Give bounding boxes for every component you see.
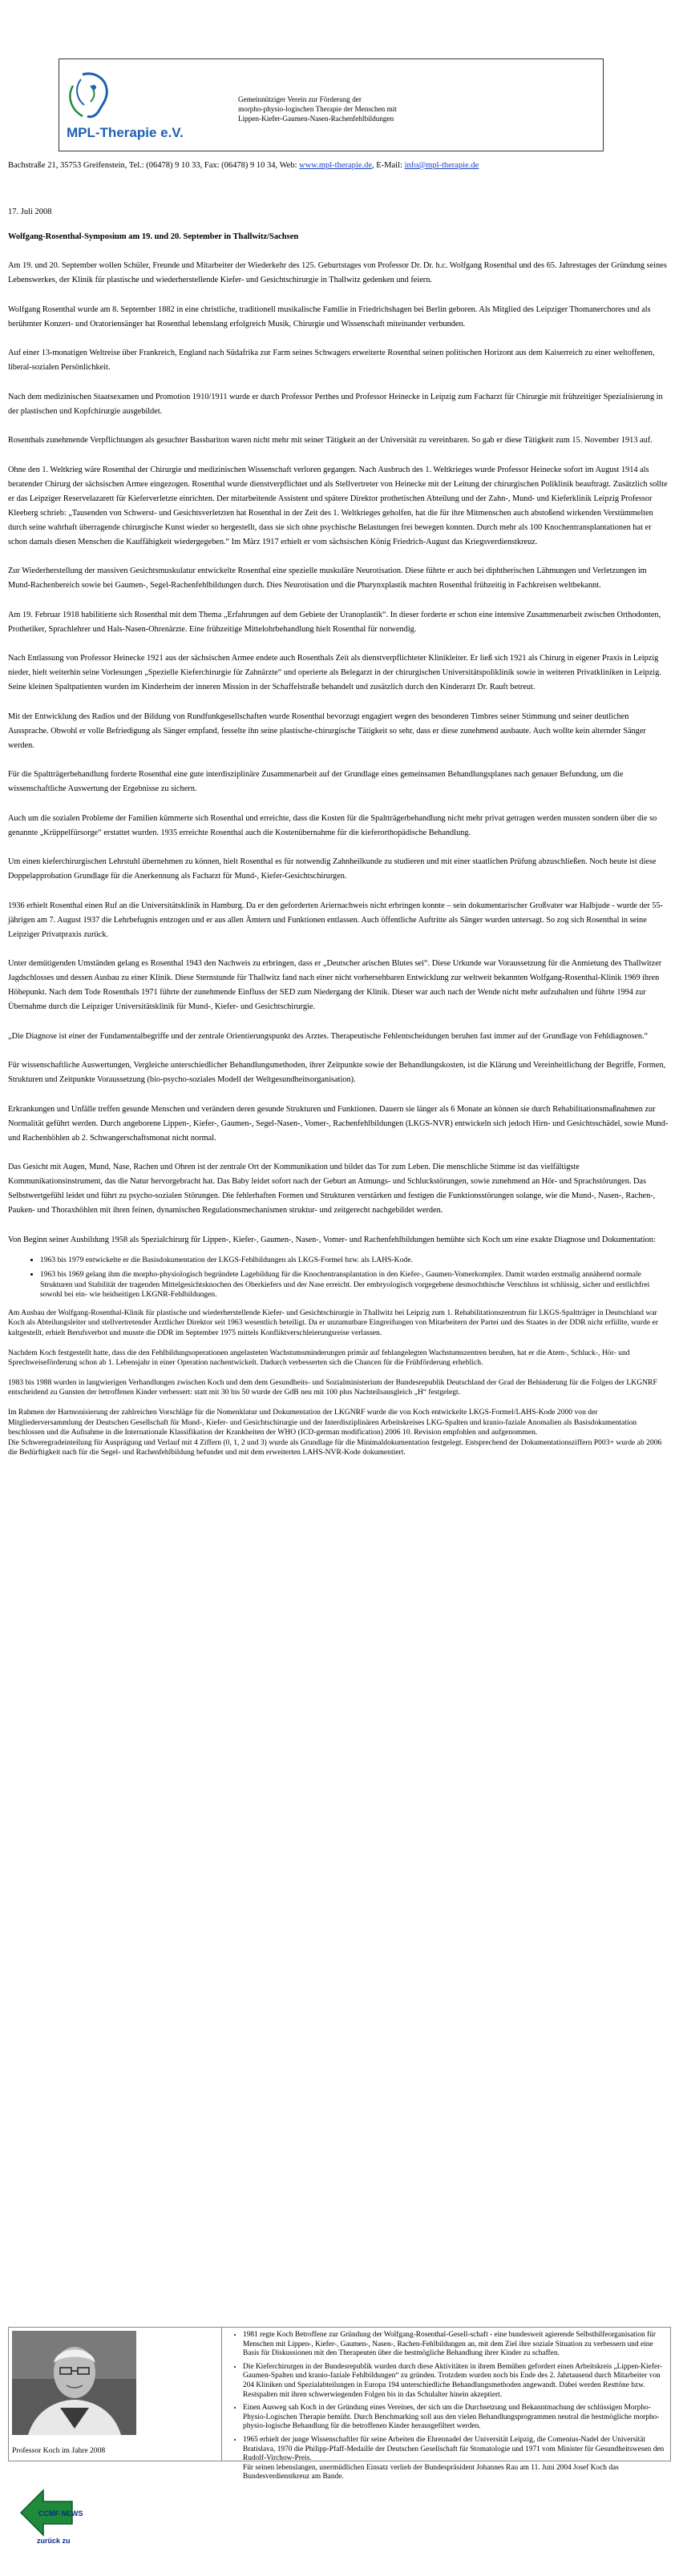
paragraph: Nach Entlassung von Professor Heinecke 1921 aus der sächsischen Armee endete auch Rosenthals Zeit als dienstverpflichteter Klinikleiter. Er ließ sich 1921 als Chirurg in eigener Praxis in Leipzig nieder, hielt weiterhin seine Vorlesungen „Spezielle Kieferchirurgie für Zahnärzte“ und operierte als Belegarzt in der chirurgischen Universitätspoliklinik sowie in weiteren Privatkliniken in Leipzig. Seine kleinen Spaltpatienten wurden im Kinderheim der inneren Mission in der Schaffelstraße behandelt und zusätzlich durch den Kinderarzt Dr. Rauft betreut. (8, 654, 661, 691)
org-line: Gemeinnütziger Verein zur Förderung der (238, 95, 362, 103)
logo (67, 70, 215, 143)
list-item: • 1963 bis 1969 gelang ihm die morpho-physiologisch begründete Lagebildung für die Knochentransplantation in den Kiefer-, Gaumen-Vomerkomplex. Damit wurden erstmalig annähernd normale Strukturen und Stabilität der tragenden Mittelgesichtsknochen des Oberkiefers und der Nase erreicht. Der embryologisch vorgegebene desmochthische Verschluss ist schlüssig, sicher und erstlichfrei sowohl bei ein- wie beidseitigen LKGNR-Fehlbildungen. (40, 1270, 671, 1300)
paragraph: Wolfgang Rosenthal wurde am 8. September 1882 in eine christliche, traditionell musikalische Familie in Friedrichshagen bei Berlin geboren. Als Mitglied des Leipziger Thomanerchores und als berühmter Konzert- und Oratoriensänger hat Rosenthal lebenslang erfolgreich Musik, Chirurgie und Wissenschaft miteinander verbunden. (8, 304, 651, 329)
paragraph: 1936 erhielt Rosenthal einen Ruf an die Universitätsklinik in Hamburg. Da er den geforderten Ariernachweis nicht erbringen konnte – sein dokumentarischer Großvater war Halbjude - wurde der 55-jährigen am 7. August 1937 die Lehrbefugnis entzogen und er aus allen Ämtern und Funktionen entlassen. Auch öffentliche Auftritte als Sänger wurden untersagt. So zog sich Rosenthal in seine Leipziger Privatpraxis zurück. (8, 901, 664, 939)
indented-paragraph: Die Schweregradeinteilung für Ausprägung und Verlauf mit 4 Ziffern (0, 1, 2 und 3) wurde als Grundlage für die Minimaldokumentation festgelegt. Entsprechend der Dokumentationsziffern P003+ wurde ab 2006 die Bedürftigkeit nach für die Segel- und Rachenfehlbildung befundet und mit dem erweiterten LAHS-NVR-Kode dokumentiert. (8, 1437, 662, 1457)
paragraph: Um einen kieferchirurgischen Lehrstuhl übernehmen zu können, hielt Rosenthal es für notwendig Zahnheilkunde zu studieren und mit einer staatlichen Prüfung abzuschließen. Noch heute ist diese Doppelapprobation Grundlage für die Anerkennung als Facharzt für Mund-, Kiefer-Gesichtschirurgen. (8, 857, 657, 881)
document-date: 17. Juli 2008 (8, 208, 52, 216)
logo-profile-icon (70, 74, 107, 117)
org-line: morpho-physio-logischen Therapie der Menschen mit (238, 105, 397, 113)
achievements-list (8, 1256, 671, 1300)
portrait-photo (12, 2331, 136, 2435)
indented-paragraph: Im Rahmen der Harmonisierung der zahlreichen Vorschläge für die Nomenklatur und Dokumentation der LKGNRF wurde die von Koch entwickelte LKGS-Formel/LAHS-Kode 2000 von der Mitgliederversammlung der Deutschen Gesellschaft für Mund-, Kiefer- und Gesichtschirurgie und der Interdisziplinären Arbeitskreises LKG-Spalten und kranio-faziale Anomalien als Basisdokumentation beschlossen und die Aufnahme in die Internationale Klassifikation der Krankheiten der WHO (ICD-german modification) 2006 10. Revision empfohlen und aufgenommen. (8, 1408, 637, 1437)
bio-list (222, 2331, 669, 2482)
paragraph: Auch um die sozialen Probleme der Familien kümmerte sich Rosenthal und erreichte, dass die Kosten für die Spaltträgerbehandlung nicht mehr privat getragen werden mussten sondern über die so genannte „Krüppelfürsorge“ erstattet wurden. 1935 erreichte Rosenthal auch die Kostenübernahme für die kieferorthopädische Behandlung. (8, 813, 657, 837)
email-link[interactable]: info@mpl-therapie.de (404, 161, 479, 170)
photo-caption: Professor Koch im Jahre 2008 (12, 2446, 106, 2455)
list-item: • 1963 bis 1979 entwickelte er die Basisdokumentation der LKGS-Fehlbildungen als LKGS-Formel bzw. als LAHS-Kode. (40, 1256, 671, 1266)
bio-text-cell (222, 2328, 669, 2486)
email-label: , E-Mail: (372, 161, 405, 170)
address-line (8, 161, 671, 170)
address-text: Bachstraße 21, 35753 Greifenstein, Tel.: (06478) 9 10 33, Fax: (06478) 9 10 34, Web: (8, 161, 300, 170)
document-title: Wolfgang-Rosenthal-Symposium am 19. und 20. September in Thallwitz/Sachsen (8, 232, 299, 241)
bio-item: • Einen Ausweg sah Koch in der Gründung eines Vereines, der sich um die Durchsetzung und Bekanntmachung der schlüssigen Morpho-Physio-Logischen Therapie bemüht. Durch Benchmarking soll aus den vielen Behandlungsprogrammen neutral die bestmögliche morpho-physio-logische Behandlung für die betroffenen Kinder herausgefiltert werden. (243, 2404, 669, 2432)
paragraph: Das Gesicht mit Augen, Mund, Nase, Rachen und Ohren ist der zentrale Ort der Kommunikation und bildet das Tor zum Leben. Die menschliche Stimme ist das vielfältigste Kommunikationsinstrument, das die Natur hervorgebracht hat. Das Baby leidet sofort nach der Geburt an Atmungs- und Schluckstörungen, sowie zunehmend an Hör- und Sprachstörungen. Das Selbstwertgefühl leidet und führt zu psycho-sozialen Störungen. Die fehlerhaften Formen und Strukturen verstärken und festigen die Funktionsstörungen solange, wie die Mund-, Nasen-, Rachen-, Pauken- und Thoraxhöhlen mit ihren feinen, dynamischen Regulationsmechanismen struktur- und zeitgerecht nachgebildet werden. (8, 1163, 656, 1215)
indented-paragraph: Nachdem Koch festgestellt hatte, dass die den Fehlbildungsoperationen angelasteten Wachstumsminderungen primär auf fehlangelegten Wachstumszentren beruhen, hat er die Atem-, Schluck-, Hör- und Sprechweiseförderung schon ab 1. Lebensjahr in einer Operation nachentwickelt. Dadurch verbesserten sich die Chancen für die Frühförderung erheblich. (8, 1348, 630, 1368)
back-to-ccmf-news-button[interactable] (19, 2485, 83, 2545)
bio-photo-cell (9, 2328, 222, 2461)
logo-text: MPL-Therapie e.V. (67, 125, 184, 140)
paragraph: Auf einer 13-monatigen Weltreise über Frankreich, England nach Südafrika zur Farm seines Schwagers erweiterte Rosenthal seinen politischen Horizont aus dem Kaiserreich zu einer weltoffenen, liberal-sozialen Persönlichkeit. (8, 349, 655, 372)
paragraph: Unter demütigenden Umständen gelang es Rosenthal 1943 den Nachweis zu erbringen, dass er „Deutscher arischen Blutes sei“. Diese Urkunde war Voraussetzung für die Anmietung des Thallwitzer Jagdschlosses und dessen Ausbau zu einer Klinik. Diese Sternstunde für Thallwitz fand nach einer nicht vorhersehbaren Entwicklung zur weltweit bekannten Wolfgang-Rosenthal-Klinik 1969 ihren Höhepunkt. Nach dem Tode Rosenthals 1971 führte der zunehmende Einfluss der SED zum Niedergang der Klinik. Dieser war auch nach der Wende nicht mehr aufzuhalten und führte 1994 zur Übernahme durch die Leipziger Universitätsklinik für Mund-, Kiefer- und Gesichtschirurgie. (8, 959, 662, 1011)
quote-paragraph: „Die Diagnose ist einer der Fundamentalbegriffe und der zentrale Orientierungspunkt des Arztes. Therapeutische Fehlentscheidungen beruhen fast immer auf der Grundlage von Fehldiagnosen.“ (8, 1031, 649, 1041)
paragraph: Erkrankungen und Unfälle treffen gesunde Menschen und verändern deren gesunde Strukturen und Funktionen. Dauern sie länger als 6 Monate an können sie durch Rehabilitationsmaßnahmen zur Normalität geführt werden. Durch angeborene Lippen-, Kiefer-, Gaumen-, Segel-Nasen-, Vomer-, Rachenfehlbildungen (LKGS-NVR) entwickeln sich jedoch Hirn- und Gesichtsschädel, sowie Mund- und Rachenhöhlen ab 2. Schwangerschaftsmonat nicht normal. (8, 1104, 669, 1143)
bio-item: • 1981 regte Koch Betroffene zur Gründung der Wolfgang-Rosenthal-Gesell-schaft - eine bundesweit agierende Selbsthilfeorganisation für Menschen mit Lippen-, Kiefer-, Gaumen-, Nasen-, Rachen-Fehlbildungen an, mit dem Ziel ihre soziale Situation zu verbessern und eine Basis für Diskussionen mit den Therapeuten über die bestmögliche Behandlung ihrer Kinder zu schaffen. (243, 2331, 669, 2359)
paragraph: Am 19. Februar 1918 habilitierte sich Rosenthal mit dem Thema „Erfahrungen auf dem Gebiete der Uranoplastik“. In dieser forderte er schon eine intensive Zusammenarbeit zwischen Orthodonten, Prothetiker, Sprachlehrer und Hals-Nasen-Ohrenärzte. Eine frühzeitige Mittelohrbehandlung hielt Rosenthal für notwendig. (8, 610, 661, 634)
bio-item: • 1965 erhielt der junge Wissenschaftler für seine Arbeiten die Ehrennadel der Universität Leipzig, die Comenius-Nadel der Universität Bratislava, 1970 die Philipp-Pfaff-Medaille der Deutschen Gesellschaft für Stomatologie und 1971 vom Minister für Gesundheitswesen den Rudolf-Virchow-Preis. Für seinen lebenslangen, unermüdlichen Einsatz verlieh der Bundespräsident Johannes Rau am 11. Juni 2004 Josef Koch das Bundesverdienstkreuz am Bande. (243, 2436, 669, 2482)
paragraph: Für die Spaltträgerbehandlung forderte Rosenthal eine gute interdisziplinäre Zusammenarbeit auf der Grundlage eines gemeinsamen Behandlungsplanes nach genauer Befundung, um die wissenschaftliche Auswertung der Ergebnisse zu sichern. (8, 770, 624, 793)
bio-item: • Die Kieferchirurgen in der Bundesrepublik wurden durch diese Aktivitäten in ihrem Bemühen gefordert einen Arbeitskreis „Lippen-Kiefer-Gaumen-Spalten und kranio-faziale Fehlbildungen“ zu gründen. Trotzdem wurden noch bis Ende des 2. Jahrtausend durch Mitarbeiter von 204 Kliniken und Spezialabteilungen in Europa 194 unterschiedliche Behandlungsmethoden angewandt. Dabei werden Resttöne bzw. Restspalten mit ihren schwerwiegenden Folgen bis in das Schulalter hinein akzeptiert. (243, 2363, 669, 2400)
back-button-sublabel: zurück zu (37, 2537, 71, 2545)
bio-table (8, 2327, 671, 2481)
org-line: Lippen-Kiefer-Gaumen-Nasen-Rachenfehlbildungen (238, 115, 394, 123)
paragraph: Für wissenschaftliche Auswertungen, Vergleiche unterschiedlicher Behandlungsmethoden, ihrer Zeitpunkte sowie der Behandlungskosten, ist die Klärung und Vereinheitlichung der Begriffe, Formen, Strukturen und Zeitpunkte Voraussetzung (bio-psycho-soziales Modell der Weltgesundheitsorganisation). (8, 1061, 666, 1084)
website-link[interactable]: www.mpl-therapie.de (299, 161, 373, 170)
indented-paragraph: 1983 bis 1988 wurden in langwierigen Verhandlungen zwischen Koch und dem dem Gesundheits- und Sozialministerium der Bundesrepublik Deutschland der Grad der Behinderung für die Folgen der LKGNRF entscheidend zu Gunsten der betroffenen Kinder verbessert: statt mit 30 bis 50 wurde der GdB neu mit 100 plus Nachteilsausgleich „H“ festgelegt. (8, 1377, 657, 1397)
paragraph: Ohne den 1. Weltkrieg wäre Rosenthal der Chirurgie und medizinischen Wissenschaft verloren gegangen. Nach Ausbruch des 1. Weltkrieges wurde Professor Heinecke sofort im August 1914 als beratender Chirurg der sächsischen Armee eingezogen. Rosenthal wurde dienstverpflichtet und als Stellvertreter von Heinecke mit der Leitung der chirurgischen Poliklinik beauftragt. Zusätzlich sollte er das Leipziger Reservelazarett für Kieferverletzte einrichten. Der mitarbeitende Assistent und spätere Direktor prothetischen Abteilung und der Zahn-, Mund- und Kieferklinik Leipzig Professor Kleeberg schrieb: „Tausenden von Schwerst- und Gesichtsverletzten hat Rosenthal in der Zeit des 1. Weltkrieges geholfen, hat die für ihre Mitmenschen auch abstoßend wirkenden Verstümmelten durch seine wahrhaft überragende chirurgische Kunst wieder so hergestellt, dass sie sich ohne psychische Belastungen frei bewegen konnten. Durch mehr als 100 Knochentransplantationen hat er schon damals diesen Menschen die Kauffähigkeit wiedergegeben.“ Im März 1917 erhielt er vom sächsischen König Friedrich-August das Kriegsverdienstkreuz. (8, 465, 668, 546)
paragraph: Zur Wiederherstellung der massiven Gesichtsmuskulatur entwickelte Rosenthal eine spezielle muskuläre Neurotisation. Diese führte er auch bei diphtherischen Lähmungen und Verletzungen im Mund-Rachenbereich sowie bei Gaumen-, Segel-Rachenfehlbildungen durch. Dies Neurotisation und die Pharynxplastik machten Rosenthal frühzeitig in Fachkreisen weltbekannt. (8, 566, 647, 590)
article-body (8, 259, 671, 1473)
indented-paragraph: Am Ausbau der Wolfgang-Rosenthal-Klinik für plastische und wiederherstellende Kiefer- und Gesichtschirurgie in Thallwitz bei Leipzig zum 1. Rehabilitationszentrum für LKGS-Spaltträger in Deutschland war Koch als Abteilungsleiter und stellvertretender Ärztlicher Direktor seit 1963 wesentlich beteiligt. Da er unzumutbare Eingreifungen von Mitarbeitern der Partei und des Staates in der DDR nicht erfüllte, wurde er kaltgestellt, erhielt Berufsverbot und musste die DDR im September 1975 mittels Konfliktverschleierungsreise verlassen. (8, 1308, 658, 1338)
paragraph: Von Beginn seiner Ausbildung 1958 als Spezialchirurg für Lippen-, Kiefer-, Gaumen-, Nasen-, Vomer- und Rachenfehlbildungen bemühte sich Koch um eine exakte Diagnose und Dokumentation: (8, 1235, 656, 1244)
paragraph: Am 19. und 20. September wollen Schüler, Freunde und Mitarbeiter der Wiederkehr des 125. Geburtstages von Professor Dr. Dr. h.c. Wolfgang Rosenthal und des 65. Jahrestages der Gründung seines Lebenswerkes, der Klinik für plastische und wiederherstellende Kiefer- und Gesichtschirurgie in Thallwitz gedenken und feiern. (8, 261, 667, 284)
back-button-label: CCMF NEWS (38, 2509, 83, 2518)
org-description (238, 95, 575, 123)
paragraph: Mit der Entwicklung des Radios und der Bildung von Rundfunkgesellschaften wurde Rosenthal bevorzugt engagiert wegen des besonderen Timbres seiner Stimmung und seiner deutlichen Aussprache. Obwohl er volle Befriedigung als Sänger empfand, fesselte ihn seine plastische-chirurgische Tätigkeit so sehr, dass er diese zunehmend ausbaute. Auch wollte kein alternder Sänger werden. (8, 712, 646, 750)
paragraph: Nach dem medizinischen Staatsexamen und Promotion 1910/1911 wurde er durch Professor Perthes und Professor Heinecke in Leipzig zum Facharzt für Chirurgie mit frühzeitiger Spezialisierung in der plastischen und Kopfchirurgie ausgebildet. (8, 392, 663, 416)
paragraph: Rosenthals zunehmende Verpflichtungen als gesuchter Bassbariton waren nicht mehr mit seiner Tätigkeit an der Universität zu vereinbaren. So gab er diese Tätigkeit zum 15. November 1913 auf. (8, 436, 653, 445)
